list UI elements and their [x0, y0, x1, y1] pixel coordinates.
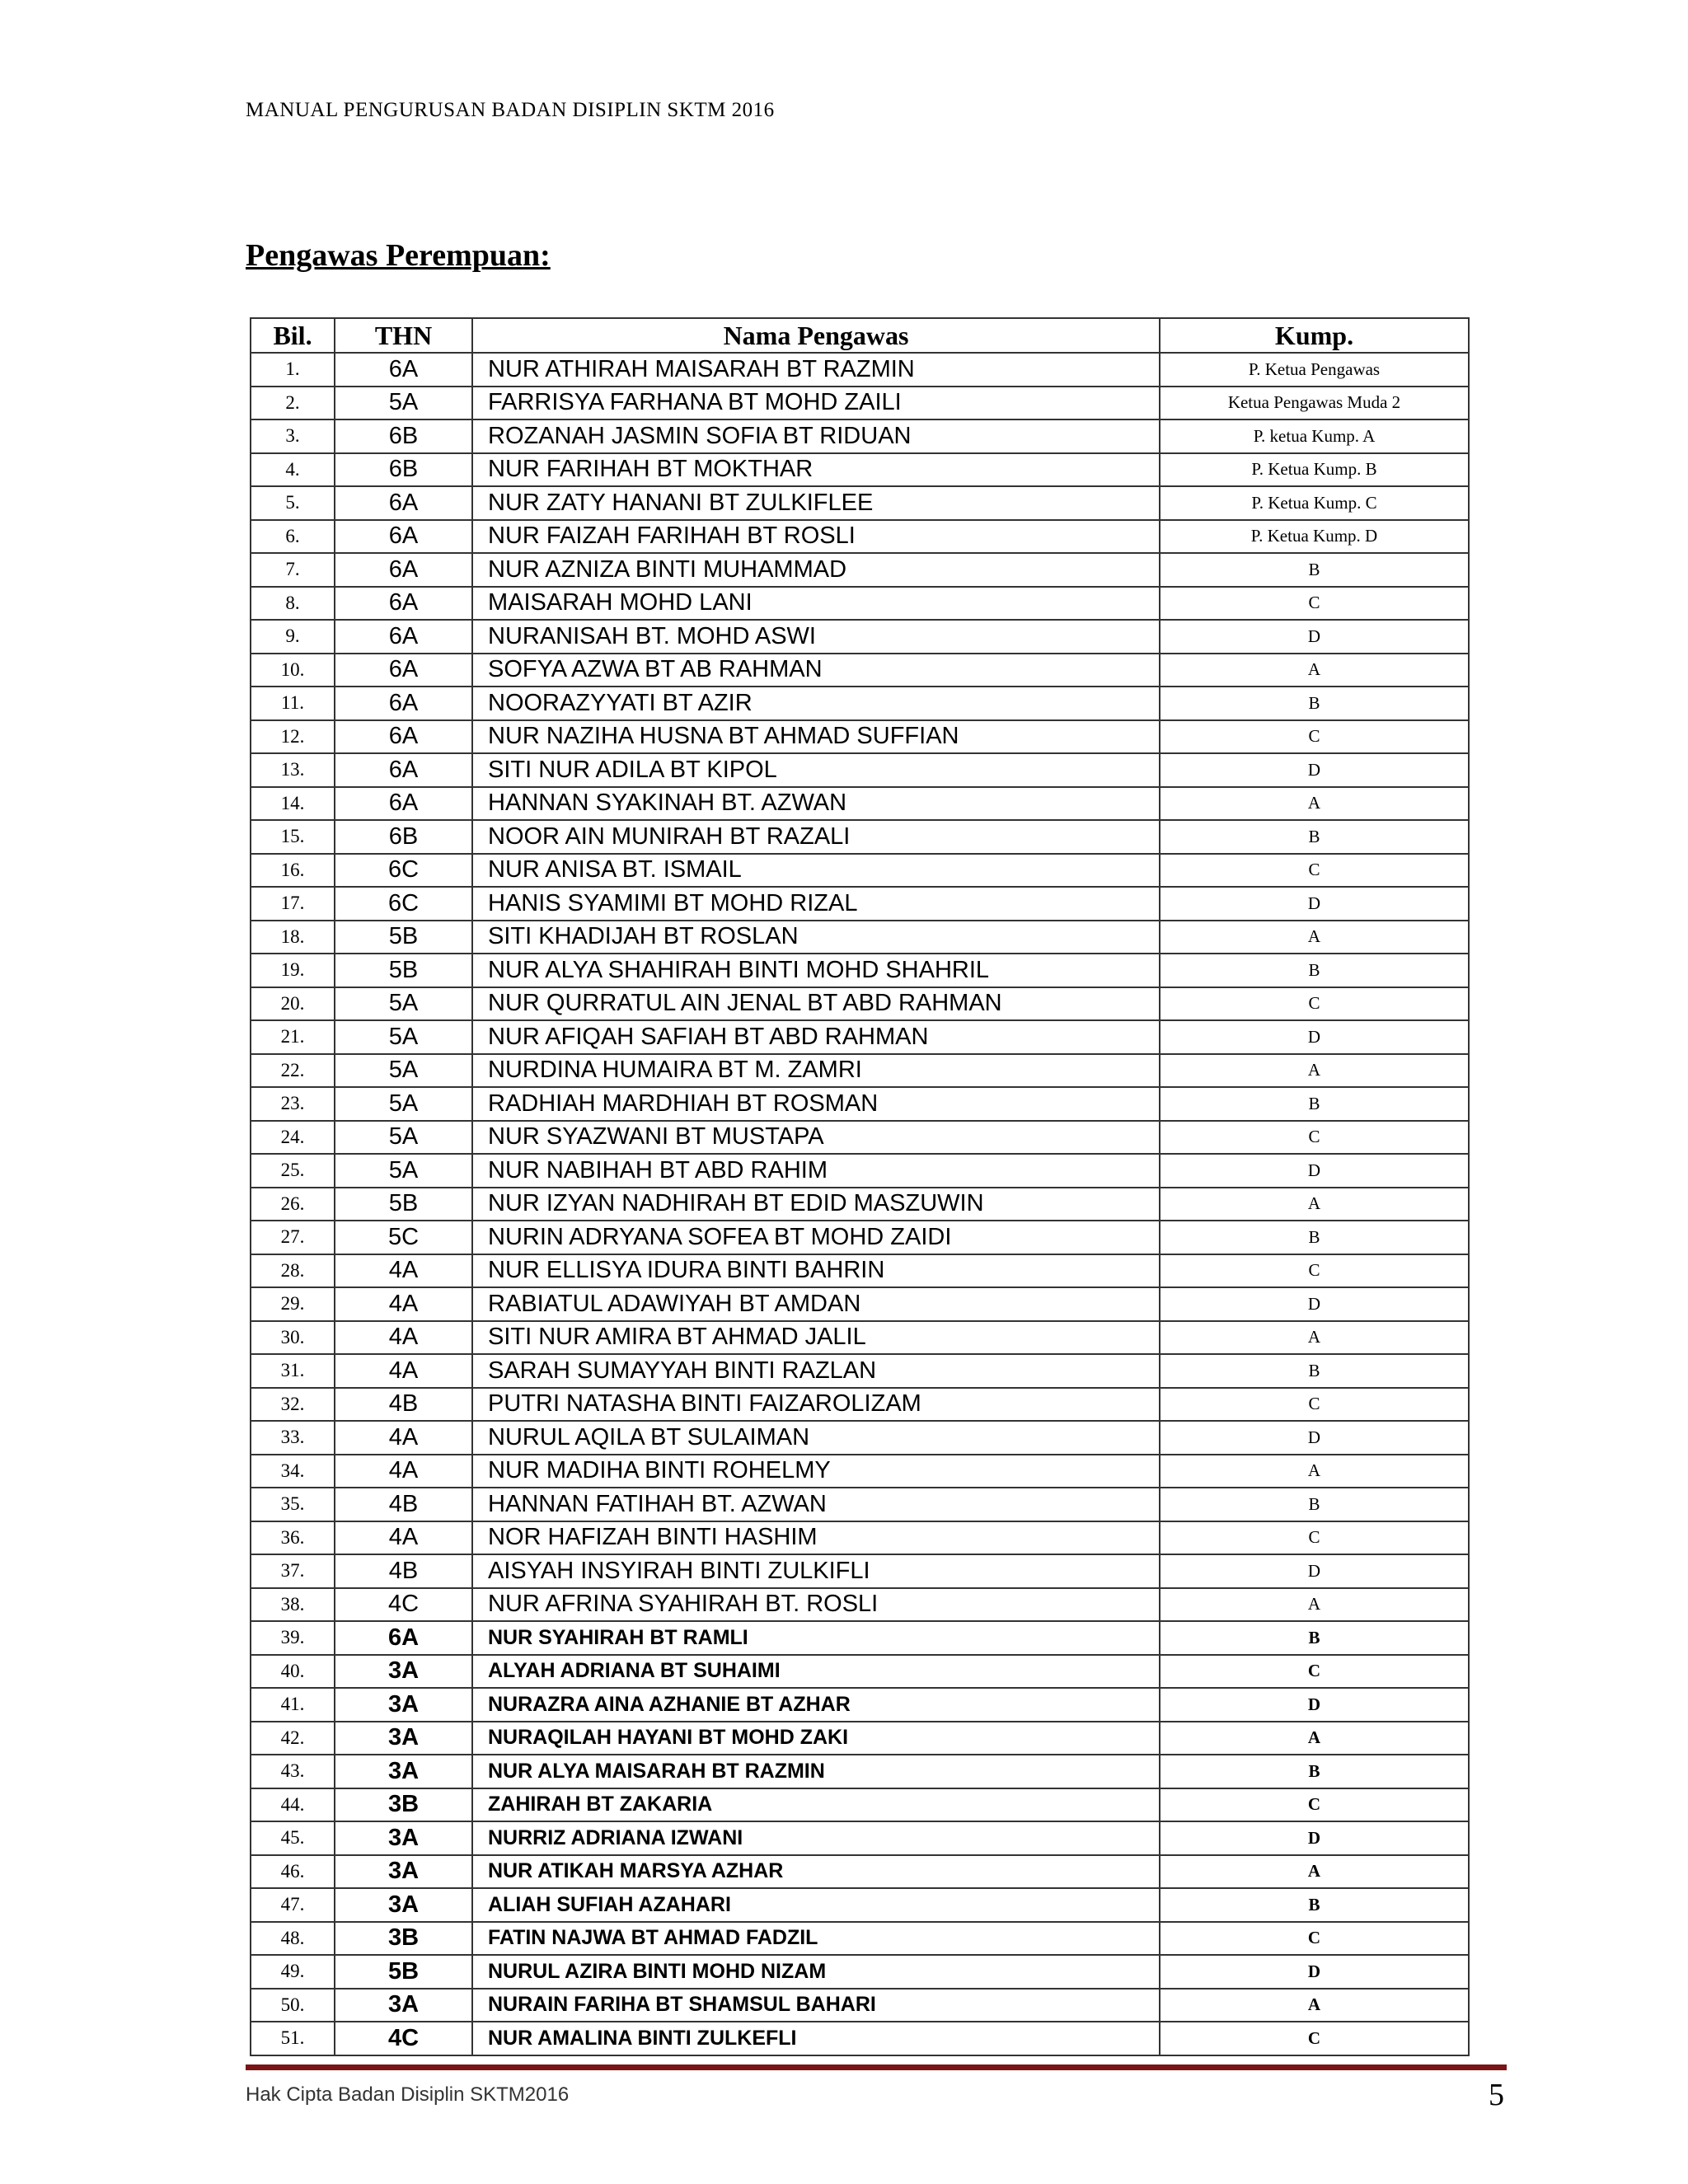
cell-thn: 4B — [335, 1554, 472, 1588]
cell-kump: C — [1160, 1521, 1469, 1555]
cell-bil: 14. — [251, 787, 335, 821]
cell-kump: D — [1160, 1955, 1469, 1989]
cell-bil: 44. — [251, 1788, 335, 1822]
cell-thn: 5B — [335, 1188, 472, 1221]
cell-bil: 46. — [251, 1855, 335, 1889]
cell-kump: P. ketua Kump. A — [1160, 419, 1469, 453]
cell-thn: 4A — [335, 1521, 472, 1555]
cell-nama-pengawas: NURUL AZIRA BINTI MOHD NIZAM — [472, 1955, 1160, 1989]
cell-bil: 39. — [251, 1621, 335, 1655]
cell-kump: A — [1160, 1855, 1469, 1889]
cell-bil: 29. — [251, 1287, 335, 1321]
cell-nama-pengawas: NUR QURRATUL AIN JENAL BT ABD RAHMAN — [472, 987, 1160, 1021]
cell-kump: B — [1160, 1621, 1469, 1655]
cell-bil: 22. — [251, 1054, 335, 1088]
cell-kump: C — [1160, 1254, 1469, 1288]
cell-nama-pengawas: NUR FARIHAH BT MOKTHAR — [472, 453, 1160, 487]
cell-thn: 4A — [335, 1455, 472, 1488]
table-row — [251, 787, 1469, 821]
section-heading: Pengawas Perempuan: — [246, 238, 551, 273]
cell-nama-pengawas: MAISARAH MOHD LANI — [472, 587, 1160, 621]
cell-nama-pengawas: NUR ANISA BT. ISMAIL — [472, 854, 1160, 888]
cell-bil: 34. — [251, 1455, 335, 1488]
cell-kump: B — [1160, 1087, 1469, 1121]
table-row — [251, 1354, 1469, 1388]
cell-thn: 4A — [335, 1287, 472, 1321]
table-row — [251, 1188, 1469, 1221]
table-row — [251, 1955, 1469, 1989]
cell-thn: 5B — [335, 1955, 472, 1989]
table-row — [251, 1521, 1469, 1555]
cell-bil: 9. — [251, 620, 335, 654]
cell-nama-pengawas: SITI NUR AMIRA BT AHMAD JALIL — [472, 1321, 1160, 1355]
prefect-table — [250, 317, 1470, 2056]
cell-kump: P. Ketua Kump. D — [1160, 520, 1469, 554]
cell-thn: 3A — [335, 1722, 472, 1755]
cell-kump: C — [1160, 1388, 1469, 1422]
table-row — [251, 1554, 1469, 1588]
cell-nama-pengawas: NURANISAH BT. MOHD ASWI — [472, 620, 1160, 654]
table-row — [251, 1287, 1469, 1321]
table-row — [251, 1154, 1469, 1188]
table-row — [251, 654, 1469, 687]
cell-thn: 4A — [335, 1254, 472, 1288]
cell-thn: 6A — [335, 353, 472, 387]
table-row — [251, 353, 1469, 387]
table-row — [251, 1321, 1469, 1355]
cell-bil: 7. — [251, 553, 335, 587]
cell-nama-pengawas: NUR ELLISYA IDURA BINTI BAHRIN — [472, 1254, 1160, 1288]
table-row — [251, 453, 1469, 487]
cell-thn: 6A — [335, 720, 472, 754]
cell-nama-pengawas: NUR AFIQAH SAFIAH BT ABD RAHMAN — [472, 1020, 1160, 1054]
table-row — [251, 921, 1469, 954]
cell-kump: C — [1160, 1922, 1469, 1956]
cell-kump: A — [1160, 1188, 1469, 1221]
cell-bil: 20. — [251, 987, 335, 1021]
cell-bil: 36. — [251, 1521, 335, 1555]
cell-bil: 37. — [251, 1554, 335, 1588]
cell-nama-pengawas: RADHIAH MARDHIAH BT ROSMAN — [472, 1087, 1160, 1121]
cell-bil: 35. — [251, 1488, 335, 1521]
cell-kump: P. Ketua Kump. C — [1160, 486, 1469, 520]
table-body — [251, 353, 1469, 2055]
table-row — [251, 1722, 1469, 1755]
cell-nama-pengawas: NUR ALYA MAISARAH BT RAZMIN — [472, 1755, 1160, 1788]
table-row — [251, 1922, 1469, 1956]
table-row — [251, 987, 1469, 1021]
footer-copyright: Hak Cipta Badan Disiplin SKTM2016 — [246, 2083, 570, 2106]
page-number: 5 — [1489, 2078, 1504, 2112]
table-header-row — [251, 318, 1469, 353]
cell-kump: C — [1160, 1121, 1469, 1155]
cell-nama-pengawas: NUR FAIZAH FARIHAH BT ROSLI — [472, 520, 1160, 554]
table-row — [251, 1989, 1469, 2022]
cell-nama-pengawas: NUR SYAZWANI BT MUSTAPA — [472, 1121, 1160, 1155]
cell-nama-pengawas: SOFYA AZWA BT AB RAHMAN — [472, 654, 1160, 687]
cell-bil: 8. — [251, 587, 335, 621]
cell-nama-pengawas: NURRIZ ADRIANA IZWANI — [472, 1821, 1160, 1855]
cell-kump: D — [1160, 753, 1469, 787]
cell-kump: D — [1160, 887, 1469, 921]
cell-bil: 27. — [251, 1221, 335, 1254]
cell-thn: 6A — [335, 520, 472, 554]
cell-kump: B — [1160, 1354, 1469, 1388]
cell-thn: 6A — [335, 654, 472, 687]
cell-thn: 4A — [335, 1354, 472, 1388]
cell-nama-pengawas: ROZANAH JASMIN SOFIA BT RIDUAN — [472, 419, 1160, 453]
table-row — [251, 1755, 1469, 1788]
cell-nama-pengawas: NOORAZYYATI BT AZIR — [472, 687, 1160, 720]
cell-thn: 5B — [335, 921, 472, 954]
table-row — [251, 1221, 1469, 1254]
cell-thn: 6A — [335, 620, 472, 654]
cell-bil: 26. — [251, 1188, 335, 1221]
cell-bil: 28. — [251, 1254, 335, 1288]
cell-kump: B — [1160, 1755, 1469, 1788]
table-row — [251, 687, 1469, 720]
table-row — [251, 486, 1469, 520]
cell-bil: 3. — [251, 419, 335, 453]
cell-bil: 42. — [251, 1722, 335, 1755]
cell-kump: B — [1160, 1488, 1469, 1521]
cell-kump: D — [1160, 1020, 1469, 1054]
cell-bil: 41. — [251, 1688, 335, 1722]
cell-bil: 24. — [251, 1121, 335, 1155]
table-row — [251, 419, 1469, 453]
cell-thn: 6A — [335, 753, 472, 787]
cell-nama-pengawas: NUR ALYA SHAHIRAH BINTI MOHD SHAHRIL — [472, 954, 1160, 987]
cell-thn: 4C — [335, 2022, 472, 2055]
cell-thn: 4C — [335, 1588, 472, 1622]
cell-bil: 12. — [251, 720, 335, 754]
cell-kump: C — [1160, 720, 1469, 754]
cell-kump: A — [1160, 787, 1469, 821]
cell-nama-pengawas: SITI NUR ADILA BT KIPOL — [472, 753, 1160, 787]
cell-nama-pengawas: ALIAH SUFIAH AZAHARI — [472, 1888, 1160, 1922]
cell-bil: 10. — [251, 654, 335, 687]
cell-nama-pengawas: NOOR AIN MUNIRAH BT RAZALI — [472, 820, 1160, 854]
cell-kump: D — [1160, 1421, 1469, 1455]
cell-kump: A — [1160, 1455, 1469, 1488]
cell-bil: 1. — [251, 353, 335, 387]
cell-nama-pengawas: FARRISYA FARHANA BT MOHD ZAILI — [472, 387, 1160, 420]
table-row — [251, 520, 1469, 554]
cell-thn: 5A — [335, 1054, 472, 1088]
cell-nama-pengawas: NURAZRA AINA AZHANIE BT AZHAR — [472, 1688, 1160, 1722]
cell-nama-pengawas: NUR AFRINA SYAHIRAH BT. ROSLI — [472, 1588, 1160, 1622]
cell-kump: D — [1160, 1821, 1469, 1855]
table-row — [251, 1621, 1469, 1655]
cell-thn: 6A — [335, 587, 472, 621]
cell-nama-pengawas: NUR ATHIRAH MAISARAH BT RAZMIN — [472, 353, 1160, 387]
cell-kump: C — [1160, 1655, 1469, 1689]
cell-thn: 3A — [335, 1821, 472, 1855]
cell-thn: 5A — [335, 987, 472, 1021]
cell-bil: 18. — [251, 921, 335, 954]
cell-kump: C — [1160, 987, 1469, 1021]
cell-bil: 2. — [251, 387, 335, 420]
cell-thn: 4A — [335, 1421, 472, 1455]
cell-thn: 6B — [335, 419, 472, 453]
cell-kump: C — [1160, 854, 1469, 888]
cell-thn: 3A — [335, 1855, 472, 1889]
cell-nama-pengawas: ALYAH ADRIANA BT SUHAIMI — [472, 1655, 1160, 1689]
cell-bil: 4. — [251, 453, 335, 487]
cell-nama-pengawas: NUR NAZIHA HUSNA BT AHMAD SUFFIAN — [472, 720, 1160, 754]
cell-kump: D — [1160, 1688, 1469, 1722]
cell-nama-pengawas: NUR IZYAN NADHIRAH BT EDID MASZUWIN — [472, 1188, 1160, 1221]
cell-kump: B — [1160, 1221, 1469, 1254]
cell-thn: 4B — [335, 1488, 472, 1521]
cell-nama-pengawas: AISYAH INSYIRAH BINTI ZULKIFLI — [472, 1554, 1160, 1588]
cell-nama-pengawas: HANNAN SYAKINAH BT. AZWAN — [472, 787, 1160, 821]
table-row — [251, 1888, 1469, 1922]
table-row — [251, 1488, 1469, 1521]
cell-nama-pengawas: NURUL AQILA BT SULAIMAN — [472, 1421, 1160, 1455]
table-row — [251, 2022, 1469, 2055]
cell-nama-pengawas: FATIN NAJWA BT AHMAD FADZIL — [472, 1922, 1160, 1956]
cell-bil: 11. — [251, 687, 335, 720]
cell-bil: 51. — [251, 2022, 335, 2055]
cell-bil: 25. — [251, 1154, 335, 1188]
cell-nama-pengawas: NOR HAFIZAH BINTI HASHIM — [472, 1521, 1160, 1555]
table-row — [251, 1121, 1469, 1155]
cell-thn: 5A — [335, 1154, 472, 1188]
table-row — [251, 1688, 1469, 1722]
cell-thn: 6C — [335, 854, 472, 888]
cell-kump: C — [1160, 587, 1469, 621]
cell-nama-pengawas: NUR ZATY HANANI BT ZULKIFLEE — [472, 486, 1160, 520]
cell-kump: A — [1160, 1989, 1469, 2022]
cell-bil: 45. — [251, 1821, 335, 1855]
cell-kump: D — [1160, 1287, 1469, 1321]
cell-nama-pengawas: NUR AMALINA BINTI ZULKEFLI — [472, 2022, 1160, 2055]
cell-thn: 4B — [335, 1388, 472, 1422]
table-row — [251, 1087, 1469, 1121]
cell-bil: 23. — [251, 1087, 335, 1121]
cell-kump: B — [1160, 687, 1469, 720]
column-header-bil: Bil. — [251, 318, 335, 353]
cell-bil: 40. — [251, 1655, 335, 1689]
table-row — [251, 887, 1469, 921]
cell-thn: 6A — [335, 486, 472, 520]
table-row — [251, 587, 1469, 621]
cell-kump: A — [1160, 1722, 1469, 1755]
cell-thn: 3A — [335, 1989, 472, 2022]
cell-kump: P. Ketua Pengawas — [1160, 353, 1469, 387]
cell-kump: D — [1160, 1154, 1469, 1188]
table-row — [251, 720, 1469, 754]
cell-bil: 48. — [251, 1922, 335, 1956]
cell-kump: A — [1160, 654, 1469, 687]
cell-bil: 17. — [251, 887, 335, 921]
cell-thn: 3A — [335, 1655, 472, 1689]
cell-bil: 6. — [251, 520, 335, 554]
cell-kump: C — [1160, 2022, 1469, 2055]
table-row — [251, 1020, 1469, 1054]
table-row — [251, 620, 1469, 654]
table-row — [251, 820, 1469, 854]
table-row — [251, 1455, 1469, 1488]
cell-thn: 3B — [335, 1788, 472, 1822]
cell-bil: 5. — [251, 486, 335, 520]
cell-kump: A — [1160, 1054, 1469, 1088]
cell-thn: 6B — [335, 820, 472, 854]
cell-bil: 32. — [251, 1388, 335, 1422]
cell-thn: 3A — [335, 1888, 472, 1922]
cell-nama-pengawas: SARAH SUMAYYAH BINTI RAZLAN — [472, 1354, 1160, 1388]
cell-kump: C — [1160, 1788, 1469, 1822]
cell-nama-pengawas: ZAHIRAH BT ZAKARIA — [472, 1788, 1160, 1822]
cell-nama-pengawas: NURAQILAH HAYANI BT MOHD ZAKI — [472, 1722, 1160, 1755]
cell-thn: 6A — [335, 687, 472, 720]
cell-bil: 21. — [251, 1020, 335, 1054]
table-row — [251, 553, 1469, 587]
cell-nama-pengawas: PUTRI NATASHA BINTI FAIZAROLIZAM — [472, 1388, 1160, 1422]
cell-bil: 16. — [251, 854, 335, 888]
table-row — [251, 1655, 1469, 1689]
column-header-thn: THN — [335, 318, 472, 353]
cell-nama-pengawas: NUR SYAHIRAH BT RAMLI — [472, 1621, 1160, 1655]
cell-bil: 19. — [251, 954, 335, 987]
cell-kump: B — [1160, 1888, 1469, 1922]
cell-thn: 3A — [335, 1755, 472, 1788]
cell-kump: Ketua Pengawas Muda 2 — [1160, 387, 1469, 420]
cell-nama-pengawas: RABIATUL ADAWIYAH BT AMDAN — [472, 1287, 1160, 1321]
cell-kump: A — [1160, 1588, 1469, 1622]
cell-thn: 3A — [335, 1688, 472, 1722]
cell-thn: 3B — [335, 1922, 472, 1956]
cell-bil: 47. — [251, 1888, 335, 1922]
column-header-nama: Nama Pengawas — [472, 318, 1160, 353]
cell-nama-pengawas: SITI KHADIJAH BT ROSLAN — [472, 921, 1160, 954]
running-header: MANUAL PENGURUSAN BADAN DISIPLIN SKTM 2016 — [246, 99, 775, 121]
cell-thn: 6A — [335, 787, 472, 821]
table-row — [251, 387, 1469, 420]
cell-nama-pengawas: NUR NABIHAH BT ABD RAHIM — [472, 1154, 1160, 1188]
cell-bil: 33. — [251, 1421, 335, 1455]
cell-nama-pengawas: NUR MADIHA BINTI ROHELMY — [472, 1455, 1160, 1488]
cell-thn: 4A — [335, 1321, 472, 1355]
table-row — [251, 1421, 1469, 1455]
cell-bil: 43. — [251, 1755, 335, 1788]
cell-thn: 5A — [335, 1121, 472, 1155]
cell-bil: 31. — [251, 1354, 335, 1388]
cell-kump: D — [1160, 620, 1469, 654]
cell-nama-pengawas: NURAIN FARIHA BT SHAMSUL BAHARI — [472, 1989, 1160, 2022]
cell-kump: B — [1160, 954, 1469, 987]
cell-thn: 6A — [335, 553, 472, 587]
cell-thn: 5C — [335, 1221, 472, 1254]
cell-thn: 6C — [335, 887, 472, 921]
cell-kump: D — [1160, 1554, 1469, 1588]
cell-nama-pengawas: NUR AZNIZA BINTI MUHAMMAD — [472, 553, 1160, 587]
table-row — [251, 1388, 1469, 1422]
cell-thn: 5A — [335, 387, 472, 420]
cell-kump: P. Ketua Kump. B — [1160, 453, 1469, 487]
table-row — [251, 1254, 1469, 1288]
table-row — [251, 1855, 1469, 1889]
table-row — [251, 753, 1469, 787]
cell-nama-pengawas: HANIS SYAMIMI BT MOHD RIZAL — [472, 887, 1160, 921]
table-row — [251, 1821, 1469, 1855]
cell-thn: 5A — [335, 1087, 472, 1121]
footer-rule — [246, 2064, 1507, 2070]
cell-nama-pengawas: NURIN ADRYANA SOFEA BT MOHD ZAIDI — [472, 1221, 1160, 1254]
cell-bil: 30. — [251, 1321, 335, 1355]
cell-bil: 38. — [251, 1588, 335, 1622]
cell-kump: A — [1160, 1321, 1469, 1355]
table-row — [251, 1588, 1469, 1622]
cell-nama-pengawas: NUR ATIKAH MARSYA AZHAR — [472, 1855, 1160, 1889]
cell-bil: 50. — [251, 1989, 335, 2022]
table-row — [251, 954, 1469, 987]
table-row — [251, 1054, 1469, 1088]
cell-nama-pengawas: HANNAN FATIHAH BT. AZWAN — [472, 1488, 1160, 1521]
cell-kump: B — [1160, 553, 1469, 587]
cell-thn: 5A — [335, 1020, 472, 1054]
cell-kump: A — [1160, 921, 1469, 954]
cell-bil: 49. — [251, 1955, 335, 1989]
column-header-kump: Kump. — [1160, 318, 1469, 353]
cell-thn: 6A — [335, 1621, 472, 1655]
cell-bil: 15. — [251, 820, 335, 854]
cell-kump: B — [1160, 820, 1469, 854]
cell-bil: 13. — [251, 753, 335, 787]
table-row — [251, 1788, 1469, 1822]
cell-thn: 6B — [335, 453, 472, 487]
table-row — [251, 854, 1469, 888]
cell-nama-pengawas: NURDINA HUMAIRA BT M. ZAMRI — [472, 1054, 1160, 1088]
cell-thn: 5B — [335, 954, 472, 987]
